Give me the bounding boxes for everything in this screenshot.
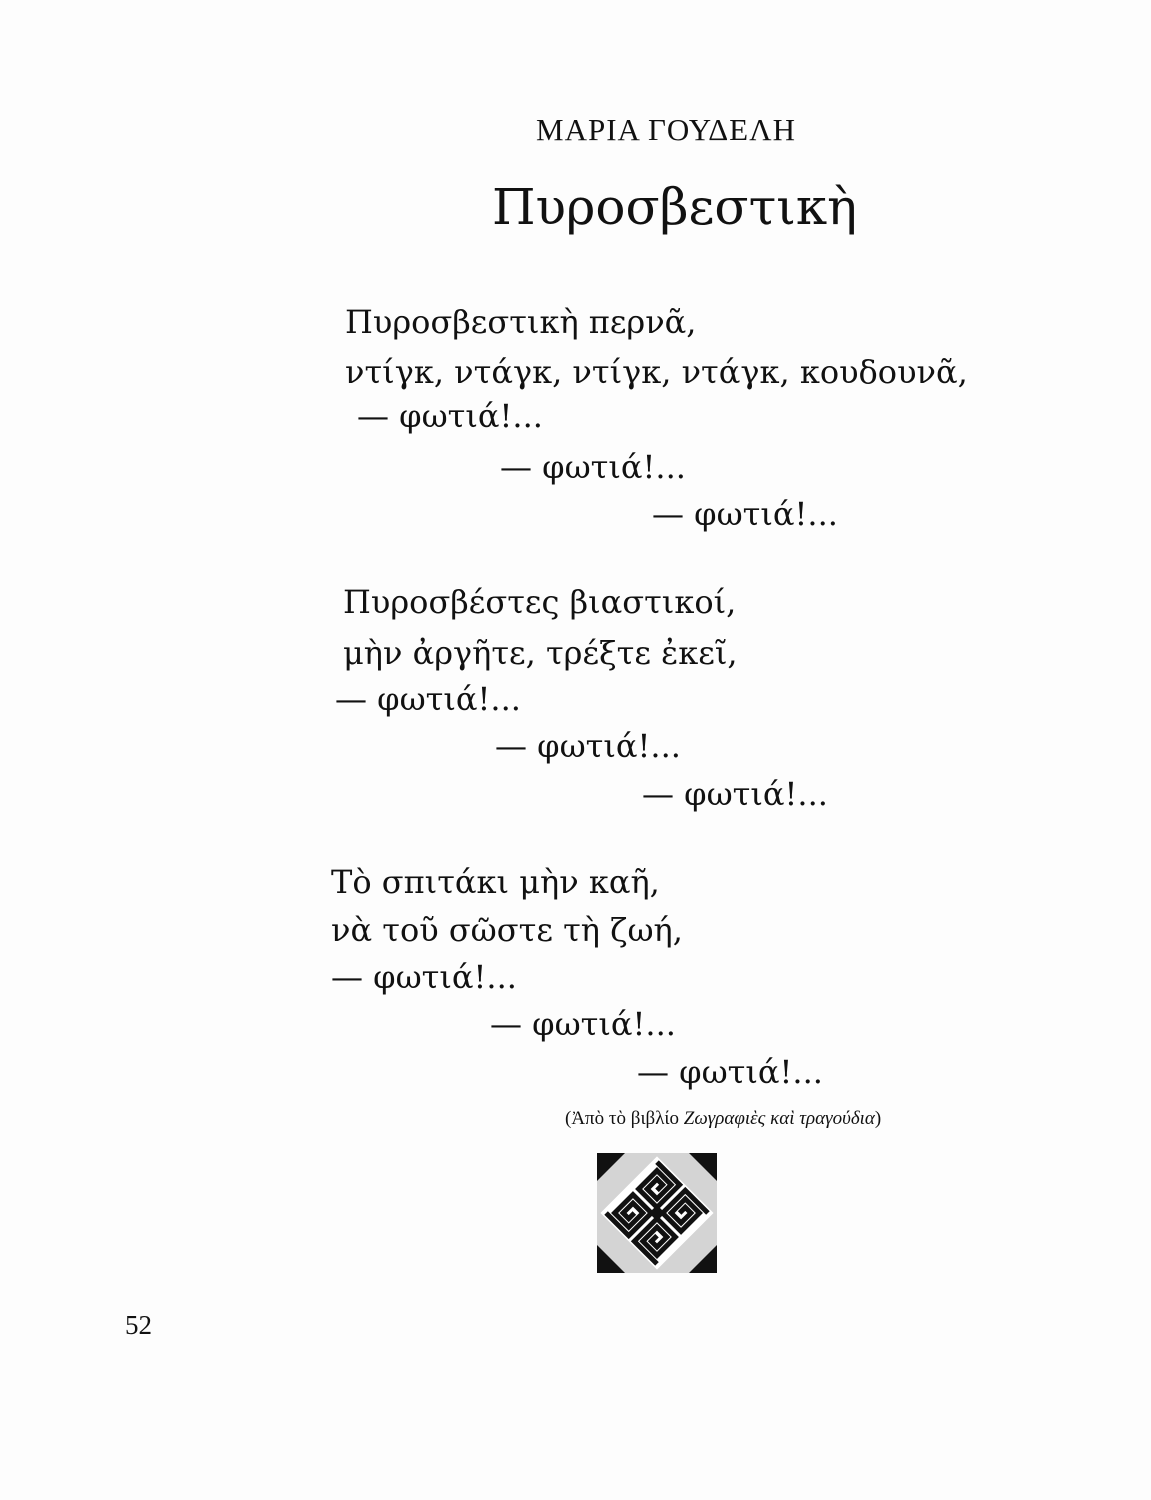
poem-line: — φωτιά!... [331, 958, 517, 996]
poem-line: — φωτιά!... [490, 1005, 676, 1043]
page-number: 52 [125, 1310, 152, 1340]
source-book-title: Ζωγραφιὲς καὶ τραγούδια [683, 1108, 875, 1129]
poem-line: Πυροσβέστες βιαστικοί, [343, 583, 737, 621]
poem-line: — φωτιά!... [500, 448, 686, 486]
poem-line: — φωτιά!... [642, 775, 828, 813]
poem-line: ντίγκ, ντάγκ, ντίγκ, ντάγκ, κουδουνᾶ, [345, 353, 968, 391]
source-citation [565, 1108, 881, 1130]
poem-line: — φωτιά!... [652, 495, 838, 533]
poem-line: μὴν ἀργῆτε, τρέξτε ἐκεῖ, [343, 634, 738, 672]
greek-meander-ornament-icon [597, 1153, 717, 1273]
poem-line: Τὸ σπιτάκι μὴν καῆ, [331, 863, 660, 901]
poem-line: — φωτιά!... [495, 727, 681, 765]
poem-line: νὰ τοῦ σῶστε τὴ ζωή, [331, 911, 683, 949]
poem-title: Πυροσβεστικὴ [492, 178, 858, 236]
author-name: ΜΑΡΙΑ ΓΟΥΔΕΛΗ [536, 112, 796, 147]
source-suffix: ) [874, 1108, 882, 1129]
poem-line: Πυροσβεστικὴ περνᾶ, [345, 303, 697, 341]
poem-line: — φωτιά!... [637, 1053, 823, 1091]
source-prefix: (Ἀπὸ τὸ βιβλίο [565, 1108, 684, 1129]
poem-line: — φωτιά!... [335, 680, 521, 718]
poem-line: — φωτιά!... [357, 397, 543, 435]
